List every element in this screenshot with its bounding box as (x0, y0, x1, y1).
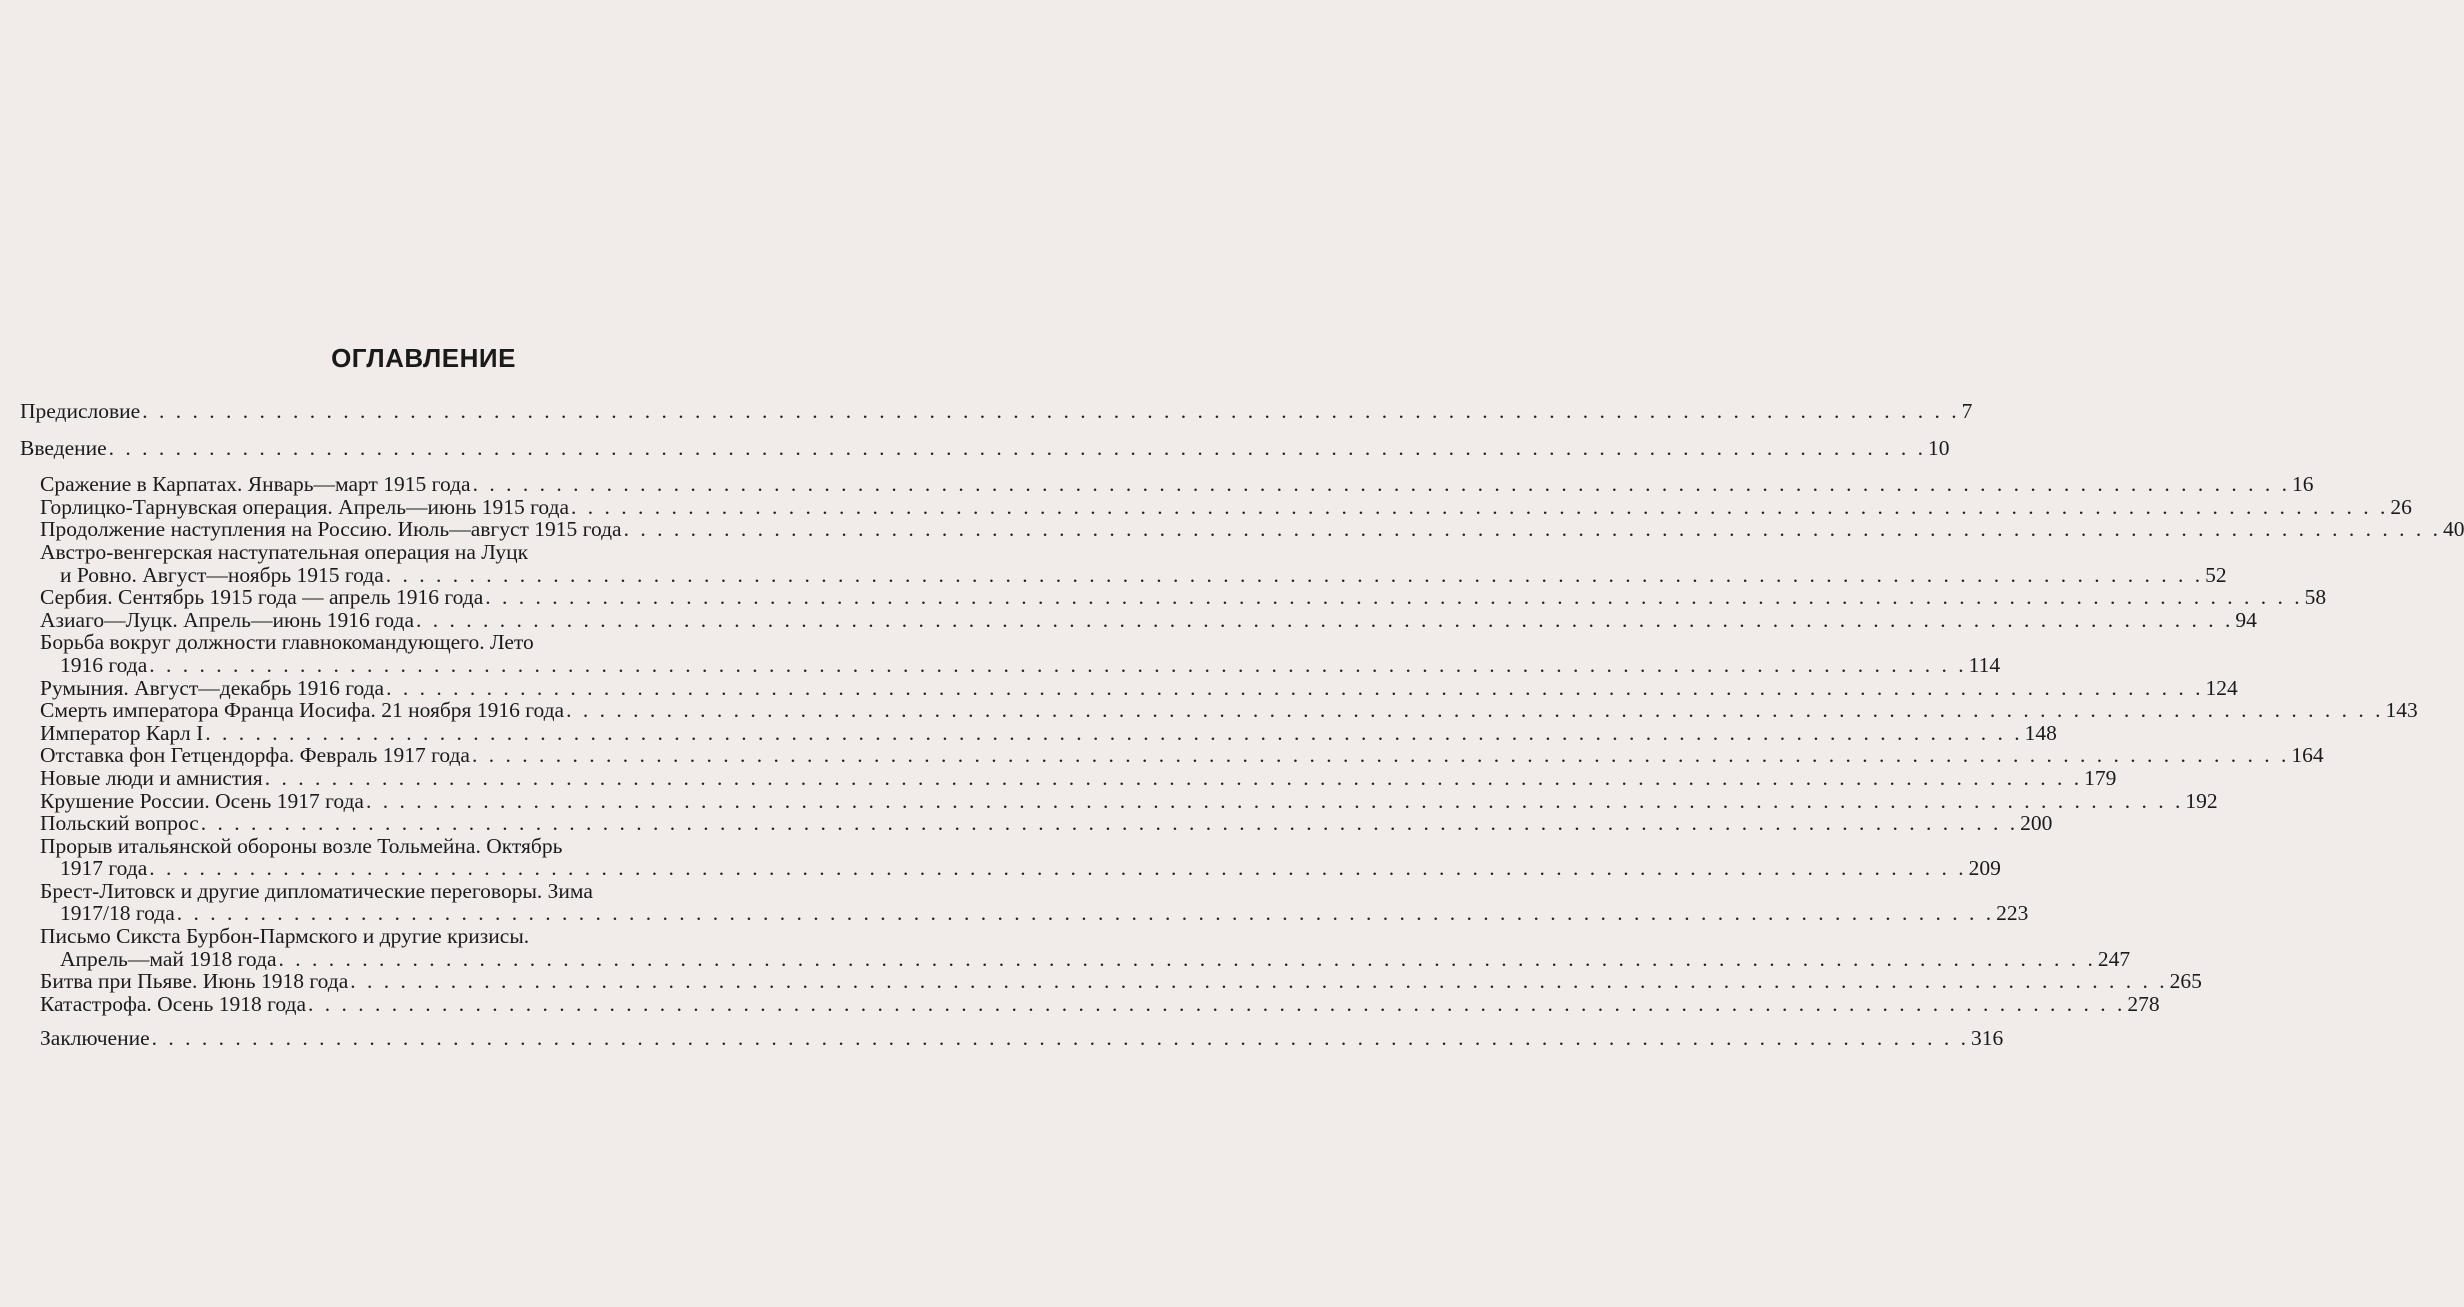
toc-entry-page: 316 (1971, 1026, 2004, 1051)
toc-entry-title-line1: Прорыв итальянской обороны возле Тольмейна. Октябрь (40, 833, 563, 858)
toc-entry (20, 675, 2238, 700)
leader-dots: . . . . . . . . . . . . . . . . . . . . . . . . . . . . . . . . . . . . . . . . . . . . . . . . . . . . . . . . . . . . . . . . . . . . . . . . . . . . . . . . . . . . . . . . . . . . . . . . . . . . . . . . . . . . . (149, 652, 1967, 677)
toc-entry (20, 435, 1950, 460)
leader-dots: . . . . . . . . . . . . . . . . . . . . . . . . . . . . . . . . . . . . . . . . . . . . . . . . . . . . . . . . . . . . . . . . . . . . . . . . . . . . . . . . . . . . . . . . . . . . . . . . . . . . . . . . . . . . . (485, 585, 2303, 610)
toc-entry-page: 209 (1968, 856, 2001, 881)
leader-dots: . . . . . . . . . . . . . . . . . . . . . . . . . . . . . . . . . . . . . . . . . . . . . . . . . . . . . . . . . . . . . . . . . . . . . . . . . . . . . . . . . . . . . . . . . . . . . . . . . . . . . . . . . . . . . (623, 517, 2441, 542)
toc-entry-title: Польский вопрос (40, 811, 199, 836)
toc-entry-title: Битва при Пьяве. Июнь 1918 года (40, 969, 349, 994)
leader-dots: . . . . . . . . . . . . . . . . . . . . . . . . . . . . . . . . . . . . . . . . . . . . . . . . . . . . . . . . . . . . . . . . . . . . . . . . . . . . . . . . . . . . . . . . . . . . . . . . . . . . . . . . . . . . . (200, 811, 2019, 836)
toc-entry-page: 10 (1928, 435, 1950, 460)
toc-entry-page: 94 (2235, 607, 2257, 632)
toc-entry-title-line1: Борьба вокруг должности главнокомандующего. Лето (40, 630, 534, 655)
toc-entry (20, 494, 2412, 519)
toc-entry-title: 1916 года (60, 652, 148, 677)
toc-entry-page: 124 (2205, 675, 2238, 700)
toc-entry-page: 192 (2185, 788, 2218, 813)
toc-entry-title: Сражение в Карпатах. Январь—март 1915 года (40, 472, 471, 497)
toc-entry-title: Катастрофа. Осень 1918 года (40, 991, 306, 1016)
toc-entry-title-line1: Австро-венгерская наступательная операция на Луцк (40, 539, 529, 564)
toc-entry-page: 265 (2169, 969, 2202, 994)
leader-dots: . . . . . . . . . . . . . . . . . . . . . . . . . . . . . . . . . . . . . . . . . . . . . . . . . . . . . . . . . . . . . . . . . . . . . . . . . . . . . . . . . . . . . . . . . . . . . . . . . . . . . . . . . . . . . (308, 991, 2126, 1016)
toc-entry (20, 743, 2324, 768)
toc-entry-page: 200 (2020, 811, 2053, 836)
table-of-contents (20, 399, 2464, 1051)
toc-entry (20, 399, 1973, 423)
toc-entry-page: 40 (2442, 517, 2464, 542)
page-title: ОГЛАВЛЕНИЕ (331, 343, 516, 373)
toc-entry-page: 26 (2390, 494, 2412, 519)
leader-dots: . . . . . . . . . . . . . . . . . . . . . . . . . . . . . . . . . . . . . . . . . . . . . . . . . . . . . . . . . . . . . . . . . . . . . . . . . . . . . . . . . . . . . . . . . . . . . . . . . . . . . . . . . . . . . (264, 765, 2083, 790)
toc-entry-title: Новые люди и амнистия (40, 765, 263, 790)
toc-entry (20, 765, 2117, 790)
toc-entry (20, 630, 2001, 677)
toc-entry-title-line1: Брест-Литовск и другие дипломатические переговоры. Зима (40, 878, 593, 903)
toc-entry (20, 585, 2327, 610)
toc-entry (20, 788, 2218, 813)
leader-dots: . . . . . . . . . . . . . . . . . . . . . . . . . . . . . . . . . . . . . . . . . . . . . . . . . . . . . . . . . . . . . . . . . . . . . . . . . . . . . . . . . . . . . . . . . . . . . . . . . . . . . . . . . . . . . (385, 562, 2204, 587)
toc-entry (20, 833, 2001, 881)
leader-dots: . . . . . . . . . . . . . . . . . . . . . . . . . . . . . . . . . . . . . . . . . . . . . . . . . . . . . . . . . . . . . . . . . . . . . . . . . . . . . . . . . . . . . . . . . . . . . . . . . . . . . . . . . . . . . (471, 743, 2290, 768)
toc-entry-page: 114 (1968, 652, 2001, 677)
toc-entry-page: 247 (2097, 946, 2131, 971)
leader-dots: . . . . . . . . . . . . . . . . . . . . . . . . . . . . . . . . . . . . . . . . . . . . . . . . . . . . . . . . . . . . . . . . . . . . . . . . . . . . . . . . . . . . . . . . . . . . . . . . . . . . . . . . . . . . . (278, 946, 2096, 971)
toc-entry (20, 539, 2227, 587)
toc-entry-page: 278 (2127, 991, 2160, 1016)
toc-entry (20, 969, 2202, 994)
toc-entry-title: Азиаго—Луцк. Апрель—июнь 1916 года (40, 607, 414, 632)
toc-entry-page: 16 (2291, 472, 2314, 497)
toc-entry (20, 720, 2057, 745)
toc-entry (20, 991, 2160, 1016)
toc-entry-page: 179 (2084, 765, 2117, 790)
toc-entry-page: 58 (2304, 585, 2327, 610)
leader-dots: . . . . . . . . . . . . . . . . . . . . . . . . . . . . . . . . . . . . . . . . . . . . . . . . . . . . . . . . . . . . . . . . . . . . . . . . . . . . . . . . . . . . . . . . . . . . . . . . . . . . . . . . . . . . . (365, 788, 2184, 813)
toc-entry-title: Смерть императора Франца Иосифа. 21 ноября 1916 года (40, 698, 565, 723)
toc-entry-title: Введение (20, 435, 107, 460)
leader-dots: . . . . . . . . . . . . . . . . . . . . . . . . . . . . . . . . . . . . . . . . . . . . . . . . . . . . . . . . . . . . . . . . . . . . . . . . . . . . . . . . . . . . . . . . . . . . . . . . . . . . . . . . . . . . . (151, 1026, 1970, 1051)
toc-entry-title-line1: Письмо Сикста Бурбон-Пармского и другие кризисы. (40, 924, 530, 949)
toc-entry-title: 1917/18 года (60, 901, 175, 926)
toc-entry-title: и Ровно. Август—ноябрь 1915 года (60, 562, 384, 587)
leader-dots: . . . . . . . . . . . . . . . . . . . . . . . . . . . . . . . . . . . . . . . . . . . . . . . . . . . . . . . . . . . . . . . . . . . . . . . . . . . . . . . . . . . . . . . . . . . . . . . . . . . . . . . . . . . . . (571, 494, 2389, 519)
toc-entry-title: Император Карл I (40, 720, 204, 745)
toc-entry (20, 924, 2131, 971)
leader-dots: . . . . . . . . . . . . . . . . . . . . . . . . . . . . . . . . . . . . . . . . . . . . . . . . . . . . . . . . . . . . . . . . . . . . . . . . . . . . . . . . . . . . . . . . . . . . . . . . . . . . . . . . . . . . . (566, 698, 2384, 723)
toc-entry-page: 52 (2205, 562, 2227, 587)
leader-dots: . . . . . . . . . . . . . . . . . . . . . . . . . . . . . . . . . . . . . . . . . . . . . . . . . . . . . . . . . . . . . . . . . . . . . . . . . . . . . . . . . . . . . . . . . . . . . . . . . . . . . . . . . . . . . (142, 399, 1960, 423)
toc-entry (20, 517, 2464, 542)
leader-dots: . . . . . . . . . . . . . . . . . . . . . . . . . . . . . . . . . . . . . . . . . . . . . . . . . . . . . . . . . . . . . . . . . . . . . . . . . . . . . . . . . . . . . . . . . . . . . . . . . . . . . . . . . . . . . (386, 675, 2204, 700)
toc-entry-title: Заключение (40, 1026, 150, 1051)
leader-dots: . . . . . . . . . . . . . . . . . . . . . . . . . . . . . . . . . . . . . . . . . . . . . . . . . . . . . . . . . . . . . . . . . . . . . . . . . . . . . . . . . . . . . . . . . . . . . . . . . . . . . . . . . . . . . (149, 856, 1967, 881)
toc-entry (20, 878, 2029, 926)
toc-entry-title: Продолжение наступления на Россию. Июль—август 1915 года (40, 517, 622, 542)
leader-dots: . . . . . . . . . . . . . . . . . . . . . . . . . . . . . . . . . . . . . . . . . . . . . . . . . . . . . . . . . . . . . . . . . . . . . . . . . . . . . . . . . . . . . . . . . . . . . . . . . . . . . . . . . . . . . (108, 435, 1927, 460)
toc-entry-page: 164 (2291, 743, 2324, 768)
toc-entry-title: Румыния. Август—декабрь 1916 года (40, 675, 385, 700)
toc-entry-title: Отставка фон Гетцендорфа. Февраль 1917 года (40, 743, 470, 768)
leader-dots: . . . . . . . . . . . . . . . . . . . . . . . . . . . . . . . . . . . . . . . . . . . . . . . . . . . . . . . . . . . . . . . . . . . . . . . . . . . . . . . . . . . . . . . . . . . . . . . . . . . . . . . . . . . . . (350, 969, 2168, 994)
leader-dots: . . . . . . . . . . . . . . . . . . . . . . . . . . . . . . . . . . . . . . . . . . . . . . . . . . . . . . . . . . . . . . . . . . . . . . . . . . . . . . . . . . . . . . . . . . . . . . . . . . . . . . . . . . . . . (415, 607, 2234, 632)
toc-entry-title: Апрель—май 1918 года (60, 946, 277, 971)
toc-entry-page: 143 (2385, 698, 2418, 723)
toc-entry-title: Горлицко-Тарнувская операция. Апрель—июнь 1915 года (40, 494, 570, 519)
toc-entry-page: 223 (1996, 901, 2029, 926)
toc-entry (20, 472, 2314, 497)
toc-entry-page: 148 (2024, 720, 2057, 745)
toc-entry (20, 1026, 2004, 1051)
leader-dots: . . . . . . . . . . . . . . . . . . . . . . . . . . . . . . . . . . . . . . . . . . . . . . . . . . . . . . . . . . . . . . . . . . . . . . . . . . . . . . . . . . . . . . . . . . . . . . . . . . . . . . . . . . . . . (205, 720, 2023, 745)
toc-entry (20, 811, 2053, 836)
toc-entry-title: 1917 года (60, 856, 148, 881)
leader-dots: . . . . . . . . . . . . . . . . . . . . . . . . . . . . . . . . . . . . . . . . . . . . . . . . . . . . . . . . . . . . . . . . . . . . . . . . . . . . . . . . . . . . . . . . . . . . . . . . . . . . . . . . . . . . . (176, 901, 1995, 926)
toc-entry-page: 7 (1961, 399, 1973, 423)
toc-entry-title: Предисловие (20, 399, 141, 423)
toc-entry (20, 607, 2257, 632)
leader-dots: . . . . . . . . . . . . . . . . . . . . . . . . . . . . . . . . . . . . . . . . . . . . . . . . . . . . . . . . . . . . . . . . . . . . . . . . . . . . . . . . . . . . . . . . . . . . . . . . . . . . . . . . . . . . . (472, 472, 2290, 497)
toc-entry-title: Сербия. Сентябрь 1915 года — апрель 1916 года (40, 585, 484, 610)
toc-entry (20, 698, 2418, 723)
toc-entry-title: Крушение России. Осень 1917 года (40, 788, 364, 813)
